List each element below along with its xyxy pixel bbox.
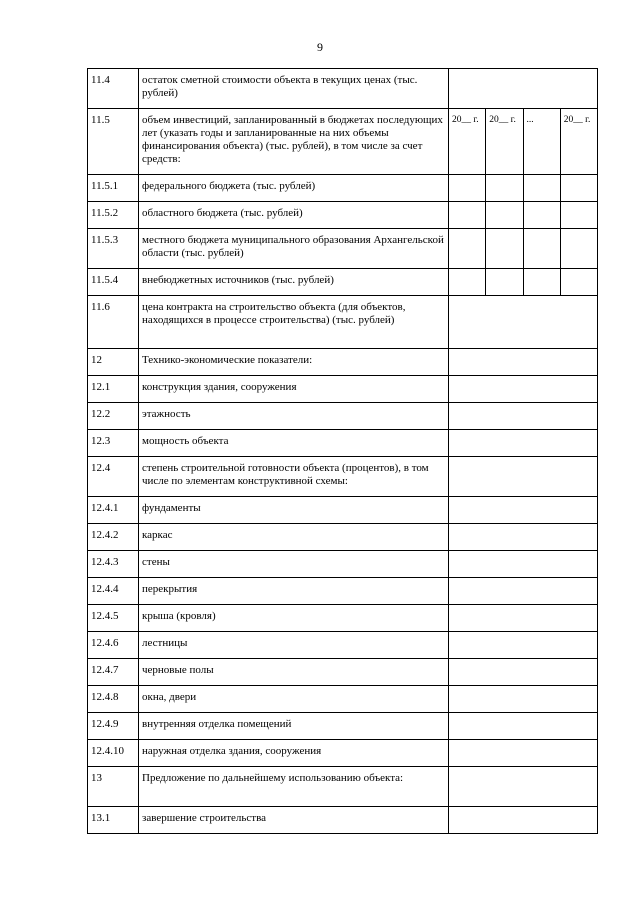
year-header: 20__ г. [560, 109, 597, 175]
row-description: лестницы [139, 632, 449, 659]
row-number: 12.4.4 [88, 578, 139, 605]
table-row [88, 403, 598, 430]
value-cell [449, 175, 486, 202]
row-description: крыша (кровля) [139, 605, 449, 632]
value-cell [449, 403, 598, 430]
row-description: местного бюджета муниципального образования Архангельской области (тыс. рублей) [139, 229, 449, 269]
row-description: цена контракта на строительство объекта (для объектов, находящихся в процессе строительства) (тыс. рублей) [139, 296, 449, 349]
row-number: 12.4.3 [88, 551, 139, 578]
row-number: 12.4.9 [88, 713, 139, 740]
value-cell [523, 229, 560, 269]
row-description: остаток сметной стоимости объекта в текущих ценах (тыс. рублей) [139, 69, 449, 109]
row-description: конструкция здания, сооружения [139, 376, 449, 403]
value-cell [449, 767, 598, 807]
row-description: степень строительной готовности объекта (процентов), в том числе по элементам конструктивной схемы: [139, 457, 449, 497]
row-number: 12.2 [88, 403, 139, 430]
row-number: 11.5.2 [88, 202, 139, 229]
row-description: Технико-экономические показатели: [139, 349, 449, 376]
table-row [88, 740, 598, 767]
value-cell [560, 202, 597, 229]
value-cell [449, 578, 598, 605]
value-cell [449, 349, 598, 376]
table-row [88, 497, 598, 524]
row-description: окна, двери [139, 686, 449, 713]
value-cell [449, 202, 486, 229]
table-row [88, 69, 598, 109]
row-description: черновые полы [139, 659, 449, 686]
row-description: внебюджетных источников (тыс. рублей) [139, 269, 449, 296]
value-cell [449, 430, 598, 457]
value-cell [523, 202, 560, 229]
value-cell [449, 376, 598, 403]
table-row [88, 686, 598, 713]
table-row [88, 457, 598, 497]
value-cell [523, 269, 560, 296]
row-number: 11.5.1 [88, 175, 139, 202]
table-row [88, 807, 598, 834]
page-number: 9 [317, 40, 323, 54]
table-row [88, 175, 598, 202]
value-cell [486, 202, 523, 229]
table-row [88, 524, 598, 551]
year-header: 20__ г. [449, 109, 486, 175]
table-row [88, 430, 598, 457]
table-row [88, 349, 598, 376]
value-cell [449, 632, 598, 659]
value-cell [523, 175, 560, 202]
row-description: объем инвестиций, запланированный в бюджетах последующих лет (указать годы и запланированные на них объемы финансирования объекта) (тыс. рублей), в том числе за счет средств: [139, 109, 449, 175]
row-description: наружная отделка здания, сооружения [139, 740, 449, 767]
value-cell [449, 807, 598, 834]
row-number: 12.1 [88, 376, 139, 403]
table-row [88, 767, 598, 807]
row-description: каркас [139, 524, 449, 551]
table-row [88, 229, 598, 269]
value-cell [560, 175, 597, 202]
row-number: 12 [88, 349, 139, 376]
table-row [88, 376, 598, 403]
value-cell [449, 69, 598, 109]
value-cell [449, 296, 598, 349]
row-number: 12.4.5 [88, 605, 139, 632]
value-cell [486, 269, 523, 296]
row-number: 12.4.1 [88, 497, 139, 524]
table-row [88, 632, 598, 659]
value-cell [449, 686, 598, 713]
value-cell [560, 269, 597, 296]
value-cell [486, 175, 523, 202]
row-number: 12.4.2 [88, 524, 139, 551]
row-description: мощность объекта [139, 430, 449, 457]
row-number: 12.4 [88, 457, 139, 497]
row-number: 12.4.10 [88, 740, 139, 767]
value-cell [486, 229, 523, 269]
year-header: ... [523, 109, 560, 175]
value-cell [449, 269, 486, 296]
year-header: 20__ г. [486, 109, 523, 175]
row-description: фундаменты [139, 497, 449, 524]
value-cell [449, 740, 598, 767]
row-number: 11.5 [88, 109, 139, 175]
value-cell [560, 229, 597, 269]
row-number: 12.3 [88, 430, 139, 457]
row-description: перекрытия [139, 578, 449, 605]
passport-table [87, 68, 598, 834]
value-cell [449, 551, 598, 578]
row-number: 12.4.8 [88, 686, 139, 713]
row-description: завершение строительства [139, 807, 449, 834]
row-number: 12.4.6 [88, 632, 139, 659]
table-row [88, 296, 598, 349]
table-row [88, 713, 598, 740]
table-row [88, 202, 598, 229]
value-cell [449, 659, 598, 686]
row-description: стены [139, 551, 449, 578]
row-description: федерального бюджета (тыс. рублей) [139, 175, 449, 202]
row-description: Предложение по дальнейшему использованию объекта: [139, 767, 449, 807]
table-row [88, 578, 598, 605]
row-number: 11.5.3 [88, 229, 139, 269]
value-cell [449, 713, 598, 740]
table-row [88, 109, 598, 175]
value-cell [449, 229, 486, 269]
row-number: 11.6 [88, 296, 139, 349]
row-description: областного бюджета (тыс. рублей) [139, 202, 449, 229]
row-number: 11.5.4 [88, 269, 139, 296]
value-cell [449, 497, 598, 524]
row-number: 13.1 [88, 807, 139, 834]
row-description: этажность [139, 403, 449, 430]
row-number: 13 [88, 767, 139, 807]
row-number: 11.4 [88, 69, 139, 109]
table-row [88, 605, 598, 632]
row-number: 12.4.7 [88, 659, 139, 686]
value-cell [449, 605, 598, 632]
value-cell [449, 524, 598, 551]
table-row [88, 269, 598, 296]
value-cell [449, 457, 598, 497]
table-row [88, 659, 598, 686]
table-row [88, 551, 598, 578]
row-description: внутренняя отделка помещений [139, 713, 449, 740]
